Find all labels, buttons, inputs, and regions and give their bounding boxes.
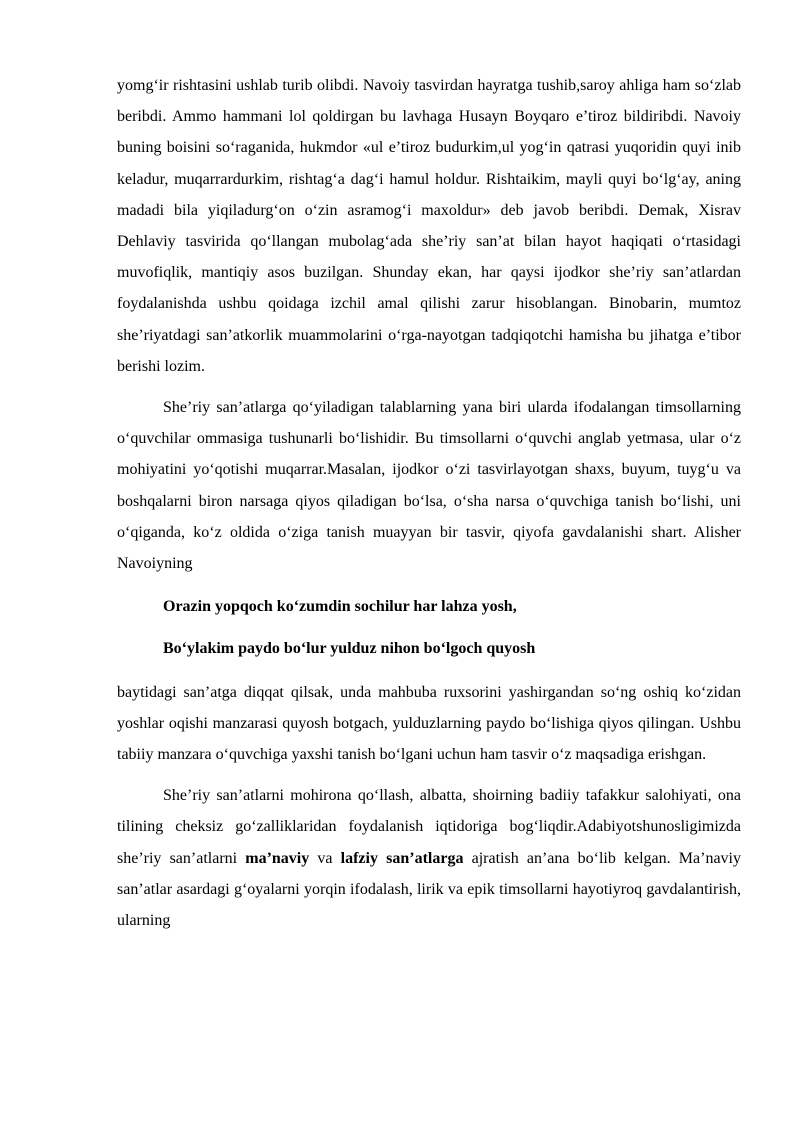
paragraph-4: [117, 780, 741, 936]
term-manaviy: ma’naviy: [245, 849, 310, 867]
paragraph-4-text-mid: va: [309, 849, 341, 867]
verse-line-2: Bo‘ylakim paydo bo‘lur yulduz nihon bo‘lgoch quyosh: [163, 640, 536, 658]
paragraph-2: She’riy san’atlarga qo‘yiladigan talablarning yana biri ularda ifodalangan timsollarning o‘quvchilar ommasiga tushunarli bo‘lishidir. Bu timsollarni o‘quvchi anglab yetmasa, ular o‘z mohiyatini yo‘qotishi muqarrar.Masalan, ijodkor o‘zi tasvirlayotgan shaxs, buyum, tuyg‘u va boshqalarni biron narsaga qiyos qiladigan bo‘lsa, o‘sha narsa o‘quvchiga tanish bo‘lishi, uni o‘qiganda, ko‘z oldida o‘ziga tanish muayyan bir tasvir, qiyofa gavdalanishi shart. Alisher Navoiyning: [117, 399, 741, 573]
paragraph-3: baytidagi san’atga diqqat qilsak, unda mahbuba ruxsorini yashirgandan so‘ng oshiq ko‘zidan yoshlar oqishi manzarasi quyosh botgach, yulduzlarning paydo bo‘lishiga qiyos qilingan. Ushbu tabiiy manzara o‘quvchiga yaxshi tanish bo‘lgani uchun ham tasvir o‘z maqsadiga erishgan.: [117, 683, 741, 764]
paragraph-4-text-start: She’riy san’atlarni mohirona qo‘llash, albatta, shoirning badiiy tafakkur salohiyati, ona tilining cheksiz go‘zalliklaridan foydalanish iqtidoriga bog‘liqdir.Adabiyotshunosligimizda she’riy san’atlarni: [117, 787, 741, 867]
document-page: [117, 70, 741, 936]
term-lafziy: lafziy san’atlarga: [340, 849, 464, 867]
paragraph-1: yomg‘ir rishtasini ushlab turib olibdi. Navoiy tasvirdan hayratga tushib,saroy ahliga ham so‘zlab beribdi. Ammo hammani lol qoldirgan bu lavhaga Husayn Boyqaro e’tiroz bildiribdi. Navoiy buning boisini so‘raganida, hukmdor «ul e’tiroz budurkim,ul yog‘in qatrasi yuqoridin quyi inib keladur, muqarrardurkim, rishtag‘a dag‘i hamul holdur. Rishtaikim, mayli quyi bo‘lg‘ay, aning madadi bila yiqiladurg‘on o‘zin asramog‘i maxoldur» deb javob beribdi. Demak, Xisrav Dehlaviy tasvirida qo‘llangan mubolag‘ada she’riy san’at bilan hayot haqiqati o‘rtasidagi muvofiqlik, mantiqiy asos buzilgan. Shunday ekan, har qaysi ijodkor she’riy san’atlardan foydalanishda ushbu qoidaga izchil amal qilishi zarur hisoblangan. Binobarin, mumtoz she’riyatdagi san’atkorlik muammolarini o‘rga-nayotgan tadqiqotchi hamisha bu jihatga e’tibor berishi lozim.: [117, 77, 741, 375]
paragraph-4-text-end: ajratish an’ana bo‘lib kelgan. Ma’naviy san’atlar asardagi g‘oyalarni yorqin ifodalash, lirik va epik timsollarni hayotiyroq gavdalantirish, ularning: [117, 849, 741, 930]
verse-line-1: Orazin yopqoch ko‘zumdin sochilur har lahza yosh,: [163, 598, 517, 616]
